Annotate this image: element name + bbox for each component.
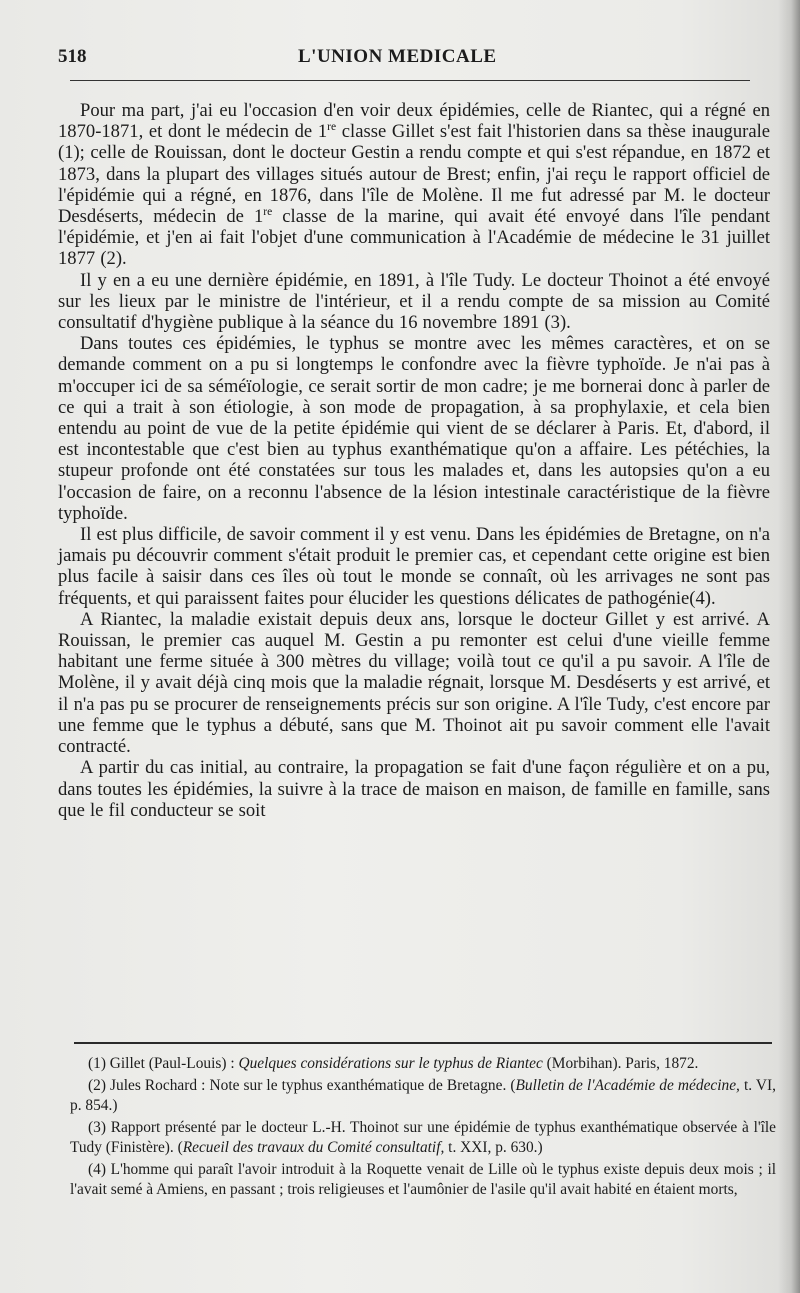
ordinal-superscript: re — [263, 205, 273, 218]
paragraph-3: Dans toutes ces épidémies, le typhus se montre avec les mêmes caractères, et on se demande comment on a pu si longtemps le confondre avec la fièvre typhoïde. Je n'ai pas à m'occuper ici de sa séméïologie, ce serait sortir de mon cadre; je me bornerai donc à parler de ce qui a trait à son étiologie, à son mode de propagation, à sa prophylaxie, et cela bien entendu au point de vue de la petite épidémie qui vient de se déclarer à Paris. Et, d'abord, il est incontestable que c'est bien au typhus exanthématique qu'on a affaire. Les pétéchies, la stupeur profonde ont été constatées sur tous les malades et, dans les autopsies qu'on a eu l'occasion de faire, on a reconnu l'absence de la lésion intestinale caractéristique de la fièvre typhoïde. — [58, 333, 770, 524]
paragraph-1-part-a: Pour ma part, j'ai eu l'occasion d'en voir deux épidémies, celle de Riantec, qui a régné en 1870-1871, et dont le médecin de 1 — [58, 100, 770, 143]
running-title: L'UNION MEDICALE — [298, 46, 497, 67]
paragraph-1-part-c: classe de la marine, qui avait été envoyé dans l'île pendant l'épidémie, et j'en ai fait l'objet d'une communication à l'Académie de médecine le 31 juillet 1877 (2). — [58, 206, 770, 270]
ordinal-superscript: re — [327, 121, 337, 134]
paragraph-6: A partir du cas initial, au contraire, la propagation se fait d'une façon régulière et on a pu, dans toutes les épidémies, la suivre à la trace de maison en maison, de famille en famille, sans que le fil conducteur se soit — [58, 757, 770, 821]
header-rule — [70, 80, 750, 81]
paragraph-4: Il est plus difficile, de savoir comment il y est venu. Dans les épidémies de Bretagne, on n'a jamais pu découvrir comment s'était produit le premier cas, et cependant cette origine est bien plus facile à saisir dans ces îles où tout le monde se connaît, où les arrivages ne sont pas fréquents, et qui paraissent faites pour élucider les questions délicates de pathogénie(4). — [58, 524, 771, 609]
footnote-2 — [70, 1076, 776, 1116]
footnote-2-lead: (2) Jules Rochard : Note sur le typhus exanthématique de Bretagne. ( — [88, 1077, 516, 1094]
footnote-rule — [74, 1042, 772, 1044]
page-number: 518 — [58, 46, 87, 67]
footnote-3-title: Recueil des travaux du Comité consultatif, — [182, 1139, 445, 1156]
footnote-2-title: Bulletin de l'Académie de médecine, — [515, 1077, 740, 1094]
footnote-3-tail: t. XXI, p. 630.) — [444, 1139, 543, 1156]
footnote-1-title: Quelques considérations sur le typhus de Riantec — [238, 1055, 543, 1072]
page-edge-shadow — [778, 0, 800, 1293]
paragraph-2: Il y en a eu une dernière épidémie, en 1891, à l'île Tudy. Le docteur Thoinot a été envoyé sur les lieux par le ministre de l'intérieur, et il a rendu compte de sa mission au Comité consultatif d'hygiène publique à la séance du 16 novembre 1891 (3). — [58, 269, 770, 334]
footnote-4: (4) L'homme qui paraît l'avoir introduit à la Roquette venait de Lille où le typhus existe depuis deux mois ; il l'avait semé à Amiens, en passant ; trois religieuses et l'aumônier de l'asile qu'il avait habité en étaient morts, — [70, 1161, 776, 1198]
page-header — [58, 46, 760, 76]
footnote-3-lead: (3) Rapport présenté par le docteur L.-H. Thoinot sur une épidémie de typhus exanthématique observée à l'île Tudy (Finistère). ( — [70, 1119, 776, 1156]
footnote-1-lead: (1) Gillet (Paul-Louis) : — [88, 1055, 239, 1072]
footnote-2-tail: t. VI, p. 854.) — [70, 1077, 777, 1114]
paragraph-1 — [58, 100, 770, 270]
body-text — [58, 100, 770, 821]
footnote-1 — [70, 1054, 776, 1074]
footnote-1-tail: (Morbihan). Paris, 1872. — [542, 1055, 699, 1072]
footnotes — [70, 1054, 776, 1202]
footnote-3 — [70, 1118, 776, 1158]
paragraph-5: A Riantec, la maladie existait depuis deux ans, lorsque le docteur Gillet y est arrivé. A Rouissan, le premier cas auquel M. Gestin a pu remonter est celui d'une vieille femme habitant une ferme située à 300 mètres du village; voilà tout ce qu'il a pu savoir. A l'île de Molène, il y avait déjà cinq mois que la maladie régnait, lorsque M. Desdéserts y est arrivé, et il n'a pas pu se procurer de renseignements précis sur son origine. A l'île Tudy, c'est encore par une femme que le typhus a débuté, sans que M. Thoinot ait pu savoir comment elle l'avait contracté. — [58, 608, 770, 758]
paragraph-1-part-b: classe Gillet s'est fait l'historien dans sa thèse inaugurale (1); celle de Rouissan, dont le docteur Gestin a rendu compte et qui s'est répandue, en 1872 et 1873, dans la plupart des villages situés autour de Brest; enfin, j'ai reçu le rapport officiel de l'épidémie qui a régné, en 1876, dans l'île de Molène. Il me fut adressé par M. le docteur Desdéserts, médecin de 1 — [58, 121, 770, 228]
